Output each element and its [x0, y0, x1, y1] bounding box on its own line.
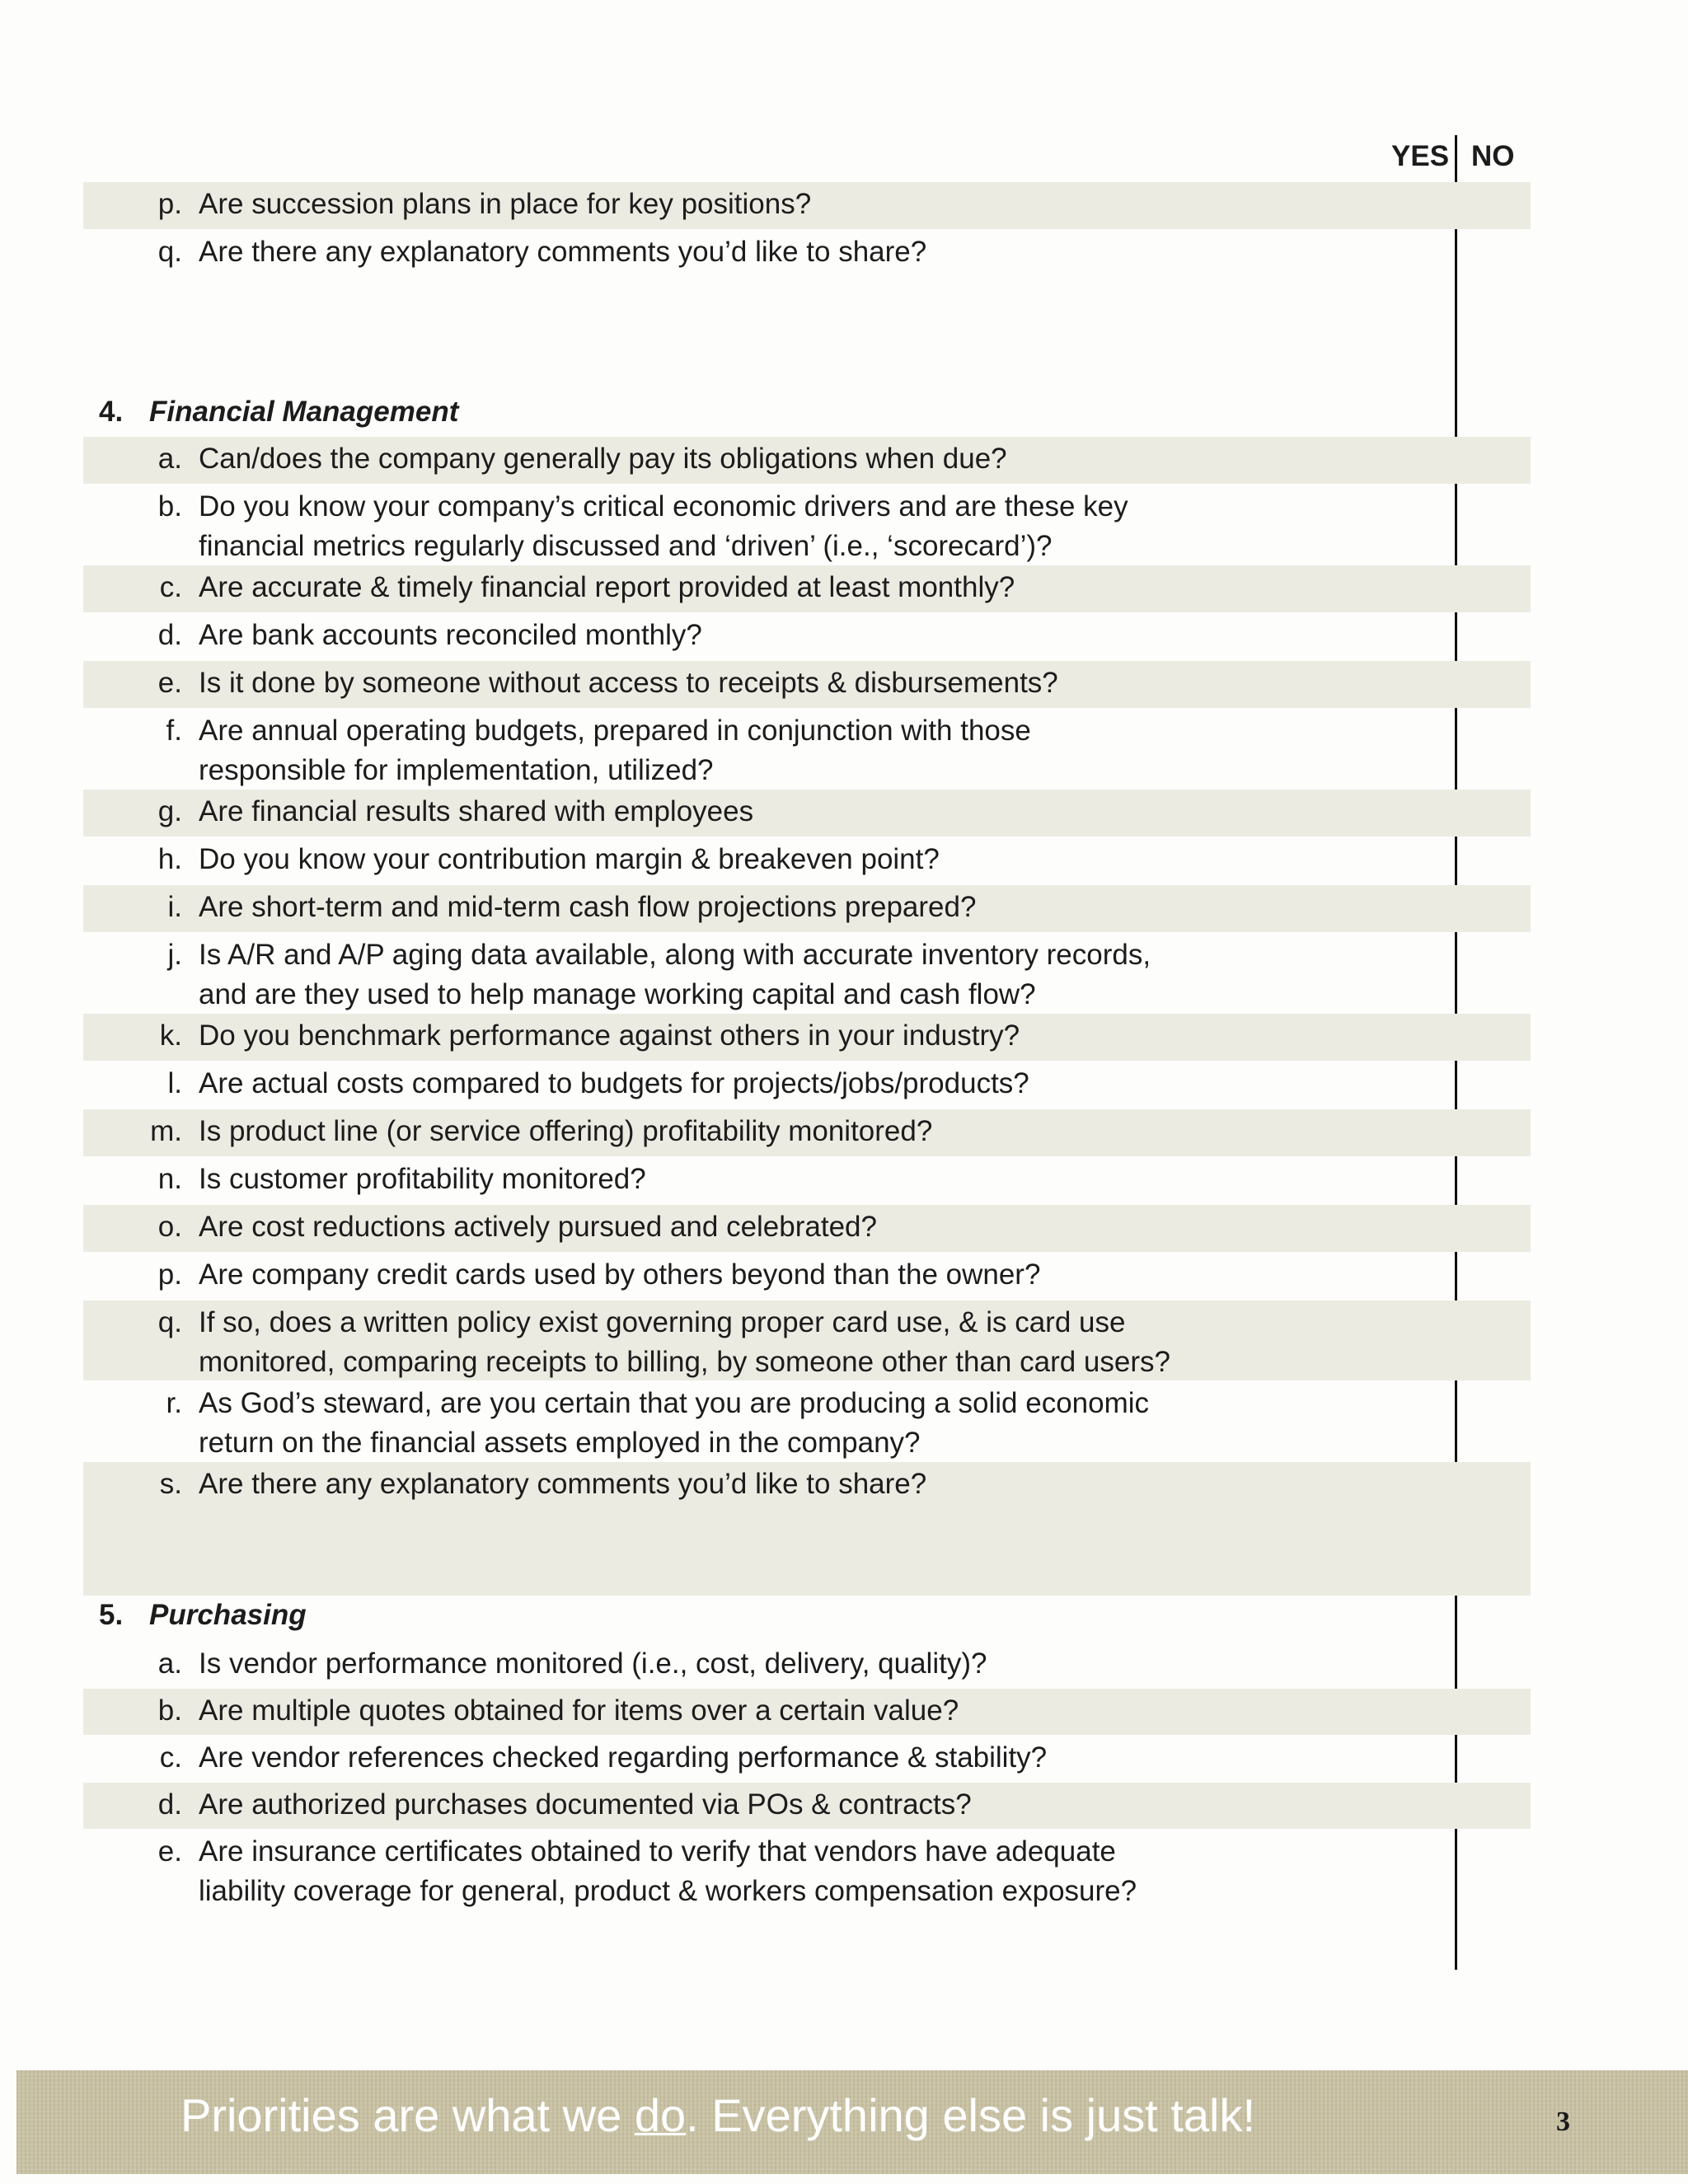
question-letter: e. — [157, 1835, 182, 1868]
question-text — [199, 888, 1386, 927]
question-row — [83, 485, 1531, 565]
question-row — [83, 1014, 1531, 1061]
question-text-line: Is it done by someone without access to receipts & disbursements? — [199, 667, 1058, 699]
question-text-line: return on the financial assets employed in the company? — [199, 1427, 921, 1459]
question-row — [83, 1062, 1531, 1108]
question-text-line: monitored, comparing receipts to billing, by someone other than card users? — [199, 1346, 1170, 1378]
question-text-line: and are they used to help manage working capital and cash flow? — [199, 978, 1036, 1010]
question-text — [199, 840, 1386, 879]
slogan-part-1: Priorities are what we — [180, 2089, 635, 2141]
answer-column-header — [1352, 135, 1517, 181]
question-row — [83, 1689, 1531, 1735]
question-letter: l. — [167, 1067, 182, 1099]
question-letter: q. — [157, 236, 182, 268]
question-row — [83, 933, 1531, 1013]
question-text — [199, 1832, 1386, 1911]
question-text-line: Is customer profitability monitored? — [199, 1163, 646, 1195]
question-letter: e. — [157, 667, 182, 699]
question-text — [199, 1112, 1386, 1151]
question-text — [199, 232, 1386, 272]
question-text — [199, 1064, 1386, 1104]
question-text — [199, 1016, 1386, 1056]
question-text-line: Are accurate & timely financial report provided at least monthly? — [199, 571, 1015, 603]
question-text — [199, 1160, 1386, 1199]
question-letter: r. — [166, 1387, 182, 1419]
question-letter: c. — [159, 571, 182, 603]
question-text-line: Are there any explanatory comments you’d like to share? — [199, 1468, 927, 1500]
question-text — [199, 663, 1386, 703]
question-letter: j. — [167, 939, 182, 971]
question-text-line: Is product line (or service offering) profitability monitored? — [199, 1115, 933, 1147]
question-text — [199, 792, 1386, 832]
question-text-line: Are there any explanatory comments you’d like to share? — [199, 236, 927, 268]
question-letter: q. — [157, 1306, 182, 1338]
question-letter: i. — [167, 891, 182, 923]
question-row — [83, 1830, 1531, 1912]
footer-slogan — [16, 2088, 1419, 2142]
question-letter: c. — [159, 1741, 182, 1774]
question-letter: a. — [157, 443, 182, 475]
section-title: Financial Management — [149, 396, 459, 428]
question-text-line: Are financial results shared with employees — [199, 795, 754, 827]
question-letter: k. — [159, 1019, 182, 1052]
question-row — [83, 1381, 1531, 1461]
question-letter: a. — [157, 1647, 182, 1680]
question-row — [83, 885, 1531, 932]
question-text-line: Is A/R and A/P aging data available, along with accurate inventory records, — [199, 939, 1151, 971]
question-row — [83, 1109, 1531, 1156]
question-row — [83, 709, 1531, 789]
question-text — [199, 568, 1386, 607]
question-text-line: Are succession plans in place for key positions? — [199, 188, 812, 220]
question-text-line: Do you know your company’s critical economic drivers and are these key — [199, 490, 1128, 523]
question-text-line: Do you know your contribution margin & breakeven point? — [199, 843, 940, 875]
question-text-line: Do you benchmark performance against others in your industry? — [199, 1019, 1020, 1052]
question-text — [199, 1644, 1386, 1684]
question-text — [199, 711, 1386, 790]
footer-banner — [16, 2070, 1688, 2174]
question-text-line: Are bank accounts reconciled monthly? — [199, 619, 702, 651]
question-text-line: Are annual operating budgets, prepared in conjunction with those — [199, 715, 1031, 747]
question-row — [83, 1157, 1531, 1204]
question-row — [83, 230, 1531, 378]
question-text — [199, 935, 1386, 1015]
question-text-line: As God’s steward, are you certain that you are producing a solid economic — [199, 1387, 1150, 1419]
question-row — [83, 565, 1531, 612]
question-letter: m. — [150, 1115, 182, 1147]
question-text-line: Are company credit cards used by others beyond than the owner? — [199, 1258, 1041, 1291]
question-text — [199, 1384, 1386, 1463]
question-text-line: Is vendor performance monitored (i.e., cost, delivery, quality)? — [199, 1647, 987, 1680]
question-text-line: Can/does the company generally pay its obligations when due? — [199, 443, 1007, 475]
section-heading — [83, 1592, 1531, 1638]
question-row — [83, 613, 1531, 660]
question-row — [83, 661, 1531, 708]
question-letter: f. — [166, 715, 182, 747]
question-row — [83, 1736, 1531, 1782]
question-text-line: Are short-term and mid-term cash flow projections prepared? — [199, 891, 977, 923]
question-text-line: financial metrics regularly discussed and ‘driven’ (i.e., ‘scorecard’)? — [199, 530, 1053, 562]
question-text — [199, 1465, 1386, 1504]
slogan-part-2: . Everything else is just talk! — [686, 2089, 1256, 2141]
section-number: 5. — [99, 1599, 124, 1631]
question-text — [199, 1207, 1386, 1247]
question-row — [83, 1301, 1531, 1380]
question-letter: h. — [157, 843, 182, 875]
question-letter: d. — [157, 619, 182, 651]
no-column-label: NO — [1471, 140, 1515, 172]
question-text — [199, 185, 1386, 224]
question-text — [199, 1303, 1386, 1382]
question-row — [83, 1642, 1531, 1688]
question-text — [199, 487, 1386, 566]
question-row — [83, 1462, 1531, 1596]
question-letter: s. — [159, 1468, 182, 1500]
question-row — [83, 437, 1531, 484]
page-number: 3 — [1556, 2107, 1570, 2137]
question-text — [199, 1691, 1386, 1731]
question-text-line: If so, does a written policy exist governing proper card use, & is card use — [199, 1306, 1126, 1338]
question-text-line: Are vendor references checked regarding performance & stability? — [199, 1741, 1048, 1774]
yes-column-label: YES — [1391, 140, 1450, 172]
section-number: 4. — [99, 396, 124, 428]
question-text-line: liability coverage for general, product & workers compensation exposure? — [199, 1875, 1137, 1907]
question-letter: o. — [157, 1211, 182, 1243]
question-row — [83, 790, 1531, 837]
question-row — [83, 1205, 1531, 1252]
question-text — [199, 1785, 1386, 1825]
question-row — [83, 837, 1531, 884]
question-letter: p. — [157, 188, 182, 220]
question-text-line: responsible for implementation, utilized? — [199, 754, 714, 786]
question-text — [199, 1738, 1386, 1778]
question-row — [83, 182, 1531, 229]
question-letter: b. — [157, 490, 182, 523]
question-text-line: Are multiple quotes obtained for items over a certain value? — [199, 1694, 959, 1727]
question-text-line: Are actual costs compared to budgets for projects/jobs/products? — [199, 1067, 1029, 1099]
question-letter: g. — [157, 795, 182, 827]
question-text — [199, 439, 1386, 479]
question-text — [199, 1255, 1386, 1295]
question-text-line: Are insurance certificates obtained to verify that vendors have adequate — [199, 1835, 1116, 1868]
question-row — [83, 1783, 1531, 1829]
section-heading — [83, 389, 1531, 435]
question-letter: d. — [157, 1788, 182, 1821]
question-text-line: Are authorized purchases documented via POs & contracts? — [199, 1788, 972, 1821]
question-text — [199, 616, 1386, 655]
question-row — [83, 1253, 1531, 1300]
slogan-underlined-word: do — [634, 2089, 687, 2141]
section-title: Purchasing — [149, 1599, 307, 1631]
question-text-line: Are cost reductions actively pursued and celebrated? — [199, 1211, 877, 1243]
question-letter: p. — [157, 1258, 182, 1291]
question-letter: n. — [157, 1163, 182, 1195]
question-letter: b. — [157, 1694, 182, 1727]
